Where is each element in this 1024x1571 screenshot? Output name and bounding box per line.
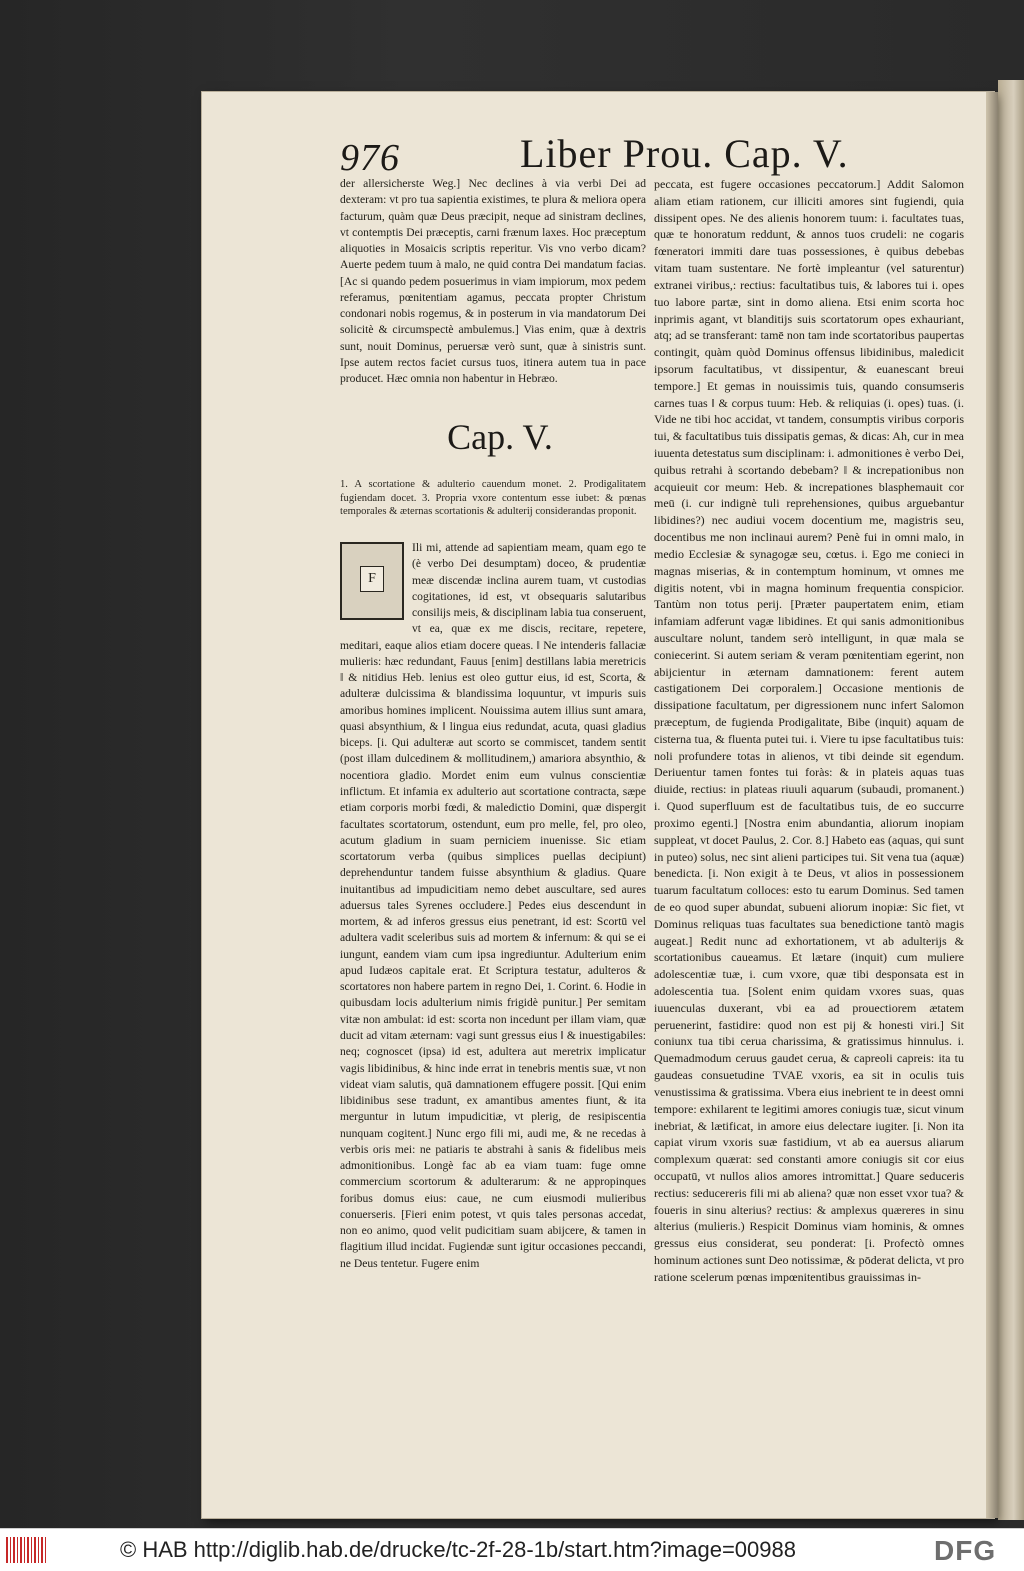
chapter-argument: 1. A scortatione & adulterio cauendum monet. 2. Prodigalitatem fugiendam docet. 3. Propria vxore contentum esse iubet: & pœnas temporales & æternas scortationis & adulterij considerandas proponit. <box>340 479 646 518</box>
dfg-logo: DFG <box>934 1535 997 1566</box>
right-column-text: peccata, est fugere occasiones peccatorum.] Addit Salomon aliam etiam rationem, cur illiciti amores sint fugiendi, quia dissipent opes. Ne des alienis honorem tuum: i. facultates tuas, quæ te honoratum reddunt, & annos tuos crudeli: ne cogaris fœneratori immiti dare tuas possessiones, è quibus debebas vitam tuam sustentare. Ne fortè impleantur (vel saturentur) extranei viribus,: rectius: facultatibus tuis, & labores tui i. opes tuo labore partæ, sint in domo aliena. Etsi enim scorta hoc inprimis agant, vt blanditijs suis scortatorum opes exhauriant, atq; ad se transferant: tamē non tam inde scortatoribus paupertas contingit, quàm quòd Dominus offensus libidinibus, maledicit ipsorum facultatibus, vt dissipentur, & euanescant breui tempore.] Et gemas in nouissimis tuis, quando consumseris carnes tuas ‖ & corpus tuum: Heb. & reliquias (i. opes) tuas. (i. Vide ne tibi hoc accidat, vt tandem, consumptis viribus corporis tui, & facultatibus tuis dissipatis gemas, & dicas: Ah, cur in mea iuuenta detestatus sum disciplinam: i. admonitiones è verbo Dei, quibus retrahi à scortando debebam? ‖ & increpationibus non acquieuit cor meum: Heb. & increpationes blasphemauit cor meū (i. cur indignè tuli reprehensiones, quibus arguebantur libidines?) nec audiui vocem docentium me, magistris seu, docentibus me non inclinaui aurem? Penè fui in omni malo, in medio Ecclesiæ & synagogæ seu, cœtus. i. Ego me conieci in magnas miserias, & in contemptum hominum, vt omnes me digitis notent, vbi in magna hominum frequentia conspicior. Tantùm non totus perij. [Præter paupertatem enim, etiam infamiam adferunt vagæ libidines. Et qui sanis admonitionibus auscultare nolunt, tandem serò intelligunt, in quæ mala se coniecerint. Si autem seriam & veram pœnitentiam egerint, non abijcientur in æternam damnationem: ferent autem castigationem Dei corporalem.] Occasione mentionis de dissipatione facultatum, per digressionem nunc infert Salomon præceptum, de fugienda Prodigalitate, Bibe (inquit) aquam de cisterna tua, & fluenta putei tui. i. Viere tu ipse facultatibus tuis: noli profundere totas in alienos, vt tibi deinde sit egendum. Deriuentur tamen fontes tui foràs: & in plateis aquas tuas diuide, rectius: in plateas riuuli aquarum (subaudi, promanent.) i. Quod superfluum est de facultatibus tuis, de eo succurre proximo egenti.] [Nostra enim abundantia, aliorum inopiam suppleat, vt docet Paulus, 2. Cor. 8.] Habeto eas (aquas, qui sunt in puteo) solus, nec sint alieni participes tui. Sit vena tua (aquæ) benedicta. [i. Non exigit à te Deus, vt alios in possessionem tuarum facultatum colloces: esto tu earum Dominus. Sed tamen de eo quod super abundat, subueni aliorum inopiæ: Sic fiet, vt Dominus reliquas tuas facultates sua benedictione tantò magis augeat.] Redit nunc ad exhortationem, vt ab adulterijs & scortationibus caueamus. Et lætare (inquit) cum muliere adolescentiæ tuæ, i. cum vxore, quæ tibi desponsata est in adolescentia tua. [Solent enim quidam vxores suas, quas iuuenculas duxerant, vbi ea ad prouectiorem ætatem peruenerint, fastidire: quod non est pij & honesti viri.] Sit coniunx tua tibi cerua charissima, & gratissimus hinnulus. i. Quemadmodum ceruus gaudet cerua, & capreoli capreis: ita tu gaudeas consuetudine TVAE vxoris, ea sit in oculis tuis venustissima & gratissima. Vbera eius inebrient te in deest omni tempore: exhilarent te legitimi amores coniugis tuæ, sicut vinum inebriat, & lætificat, in amore eius delectare iugiter. [i. Non ita capiat virum vxoris suæ fastidium, vt ab ea auersus aliarum complexum quærat: sed constanti amore coniugis sit cor eius occupatū, vt nullos alios amores intromittat.] Quare seduceris rectius: seducereris fili mi ab aliena? quæ non esset vxor tua? & foueris in sinu alterius? rectius: & amplexus quæreres in sinu alterius (mulieris.) Respicit Dominus viam hominis, & omnes gressus eius considerat, seu ponderat: [i. Profectò omnes hominum actiones sunt Deo notissimæ, & pōderat delicta, vt pro ratione scelerum pœnas impœnitentibus grauissimas in- <box>654 177 964 1284</box>
decorated-initial <box>340 542 404 620</box>
left-column-top-text: der allersicherste Weg.] Nec declines à via verbi Dei ad dexteram: vt pro tua sapientia existimes, te plura & meliora opera facturum, quàm quæ Deus præcipit, neque ad sinistram declines, vt contemptis Dei præceptis, carni frænum laxes. Hoc præceptum aliquoties in Mosaicis scriptis reperitur. Vis vno verbo dicam? Auerte pedem tuum à malo, ne quid contra Dei mandatum facias. [Ac si quando pedem posuerimus in viam impiorum, mox pedem referamus, pœnitentiam agamus, peccata propter Christum condonari nobis rogemus, & in posterum in via mandatorum Dei solicitè & circumspectè ambulemus.] Vias enim, quæ à dextris sunt, nouit Dominus, peruersæ verò sunt, quæ à sinistris sunt. Ipse autem rectos faciet cursus tuos, itinera autem tua in pace producet. Hæc omnia non habentur in Hebræo. <box>340 177 646 386</box>
footer-bar <box>0 1528 1024 1571</box>
footer-citation-link[interactable]: © HAB http://diglib.hab.de/drucke/tc-2f-28-1b/start.htm?image=00988 <box>120 1537 796 1562</box>
page-gutter-shadow <box>986 92 998 1518</box>
right-column <box>654 176 964 1286</box>
hab-logo-icon <box>6 1537 48 1563</box>
left-column-top <box>340 176 646 387</box>
left-column-body-text: Ili mi, attende ad sapientiam meam, quam ego te (è verbo Dei desumptam) doceo, & prudentiæ meæ discendæ inclina aurem tuam, vt custodias cogitationes, id est, vt obsequaris salutaribus consilijs meis, & disciplinam labia tua conseruent, vt ea, quæ ex me discis, recitare, repetere, meditari, eaque alios etiam docere queas. ‖ Ne intenderis fallaciæ mulieris: hæc redundant, Fauus [enim] destillans labia meretricis ‖ & nitidius Heb. lenius est oleo guttur eius, id est, Scorta, & adulteræ dulcissima & blandissima loquuntur, vt impuris suis amoribus homines implicent. Nouissima autem illius sunt amara, quasi absynthium, & ‖ lingua eius redundat, acuta, quasi gladius biceps. [i. Qui adulteræ aut scorto se commiscet, tandem sentit (post illam dulcedinem & mollitudinem,) amariora absynthio, & nocentiora gladio. Mordet enim eum vulnus conscientiæ inflictum. Et infamia ex adulterio aut scortatione contracta, sæpe etiam corporis morbi fœdi, & maledictio Domini, quæ dispergit facultates scortatorum, ostendunt, eum pro melle, fel, pro oleo, acutum gladium in suam perniciem inuenisse. Sic etiam scortatorum verba (quibus simplices puellas decipiunt) deprehenduntur tandem fuisse absynthium & gladius. Quare inuitantibus ad impudicitiam nemo debet auscultare, sed aures aduersus tales Syrenes occludere.] Pedes eius descendunt in mortem, & ad inferos gressus eius penetrant, id est: Scortū vel adultera vadit sceleribus suis ad mortem & infernum: & qui se ei iungunt, eandem viam cum ipsa ingrediuntur. Adulterium enim apud Iudæos capitale erat. Et Scriptura testatur, adulteros & scortatores non habere partem in regno Dei, 1. Corint. 6. Hodie in quibusdam locis adulterium nimis frigidè punitur.] Per semitam vitæ non ambulat: id est: scorta non incedunt per illam viam, quæ ducit ad vitam æternam: vagi sunt gressus eius ‖ & inuestigabiles: neq; cognoscet (ipsa) id est, adultera aut meretrix implicatur vagis libidinibus, & hinc inde errat in tenebris mentis suæ, vt non videat viam salutis, quā damnationem effugere possit. [Qui enim libidinibus sese tradunt, ex amantibus amentes fiunt, & ita merguntur in lutum impudicitiæ, vt plerig, de resipiscentia nunquam cogitent.] Nunc ergo fili mi, audi me, & ne recedas à verbis oris mei: ne patiaris te abstrahi à sanis & fidelibus meis admonitionibus. Longè fac ab ea viam tuam: fuge omne commercium scortorum & adulterarum: & ne appropinques foribus domus eius: caue, ne cum eiusmodi mulieribus conuerseris. [Fieri enim potest, vt quis tales personas accedat, non eo animo, quod velit pudicitiam suam abijcere, & tamen in flagitium illud incidat. Fugiendæ sunt igitur occasiones peccandi, ne Deus tentetur. Fugere enim <box>340 541 646 1270</box>
chapter-title: Cap. V. <box>447 417 553 457</box>
left-column-body <box>340 540 646 1272</box>
running-head: Liber Prou. Cap. V. <box>520 131 849 176</box>
page-number: 976 <box>340 137 400 179</box>
initial-letter: F <box>360 566 384 592</box>
adjacent-page-edge <box>998 80 1024 1520</box>
